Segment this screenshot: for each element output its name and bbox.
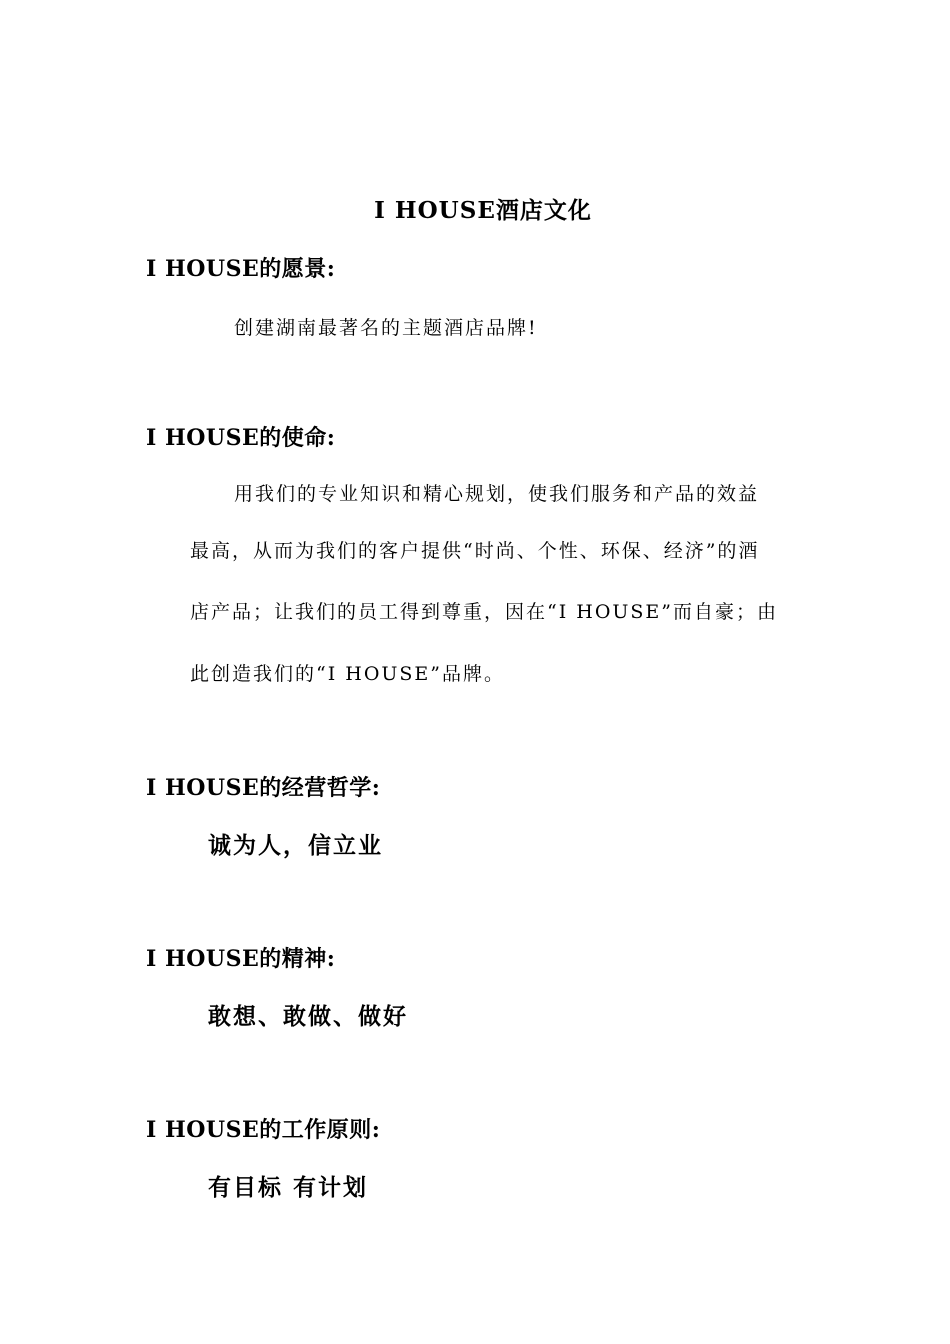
spirit-motto: 敢想、敢做、做好 [208, 1003, 408, 1030]
document-title: I HOUSE酒店文化 [374, 197, 592, 224]
section-heading-spirit: I HOUSE的精神: [146, 946, 336, 972]
mission-text-line-2: 最高，从而为我们的客户提供“时尚、个性、环保、经济”的酒 [190, 540, 760, 562]
vision-text: 创建湖南最著名的主题酒店品牌! [234, 317, 538, 339]
section-heading-principles: I HOUSE的工作原则: [146, 1117, 381, 1143]
philosophy-motto: 诚为人，信立业 [208, 832, 383, 859]
section-heading-mission: I HOUSE的使命: [146, 425, 336, 451]
mission-text-line-1: 用我们的专业知识和精心规划，使我们服务和产品的效益 [234, 483, 760, 505]
section-heading-vision: I HOUSE的愿景: [146, 256, 336, 282]
mission-text-line-3: 店产品；让我们的员工得到尊重，因在“I HOUSE”而自豪；由 [190, 601, 779, 623]
mission-text-line-4: 此创造我们的“I HOUSE”品牌。 [190, 663, 506, 685]
section-heading-philosophy: I HOUSE的经营哲学: [146, 775, 381, 801]
principles-motto: 有目标 有计划 [208, 1174, 369, 1201]
